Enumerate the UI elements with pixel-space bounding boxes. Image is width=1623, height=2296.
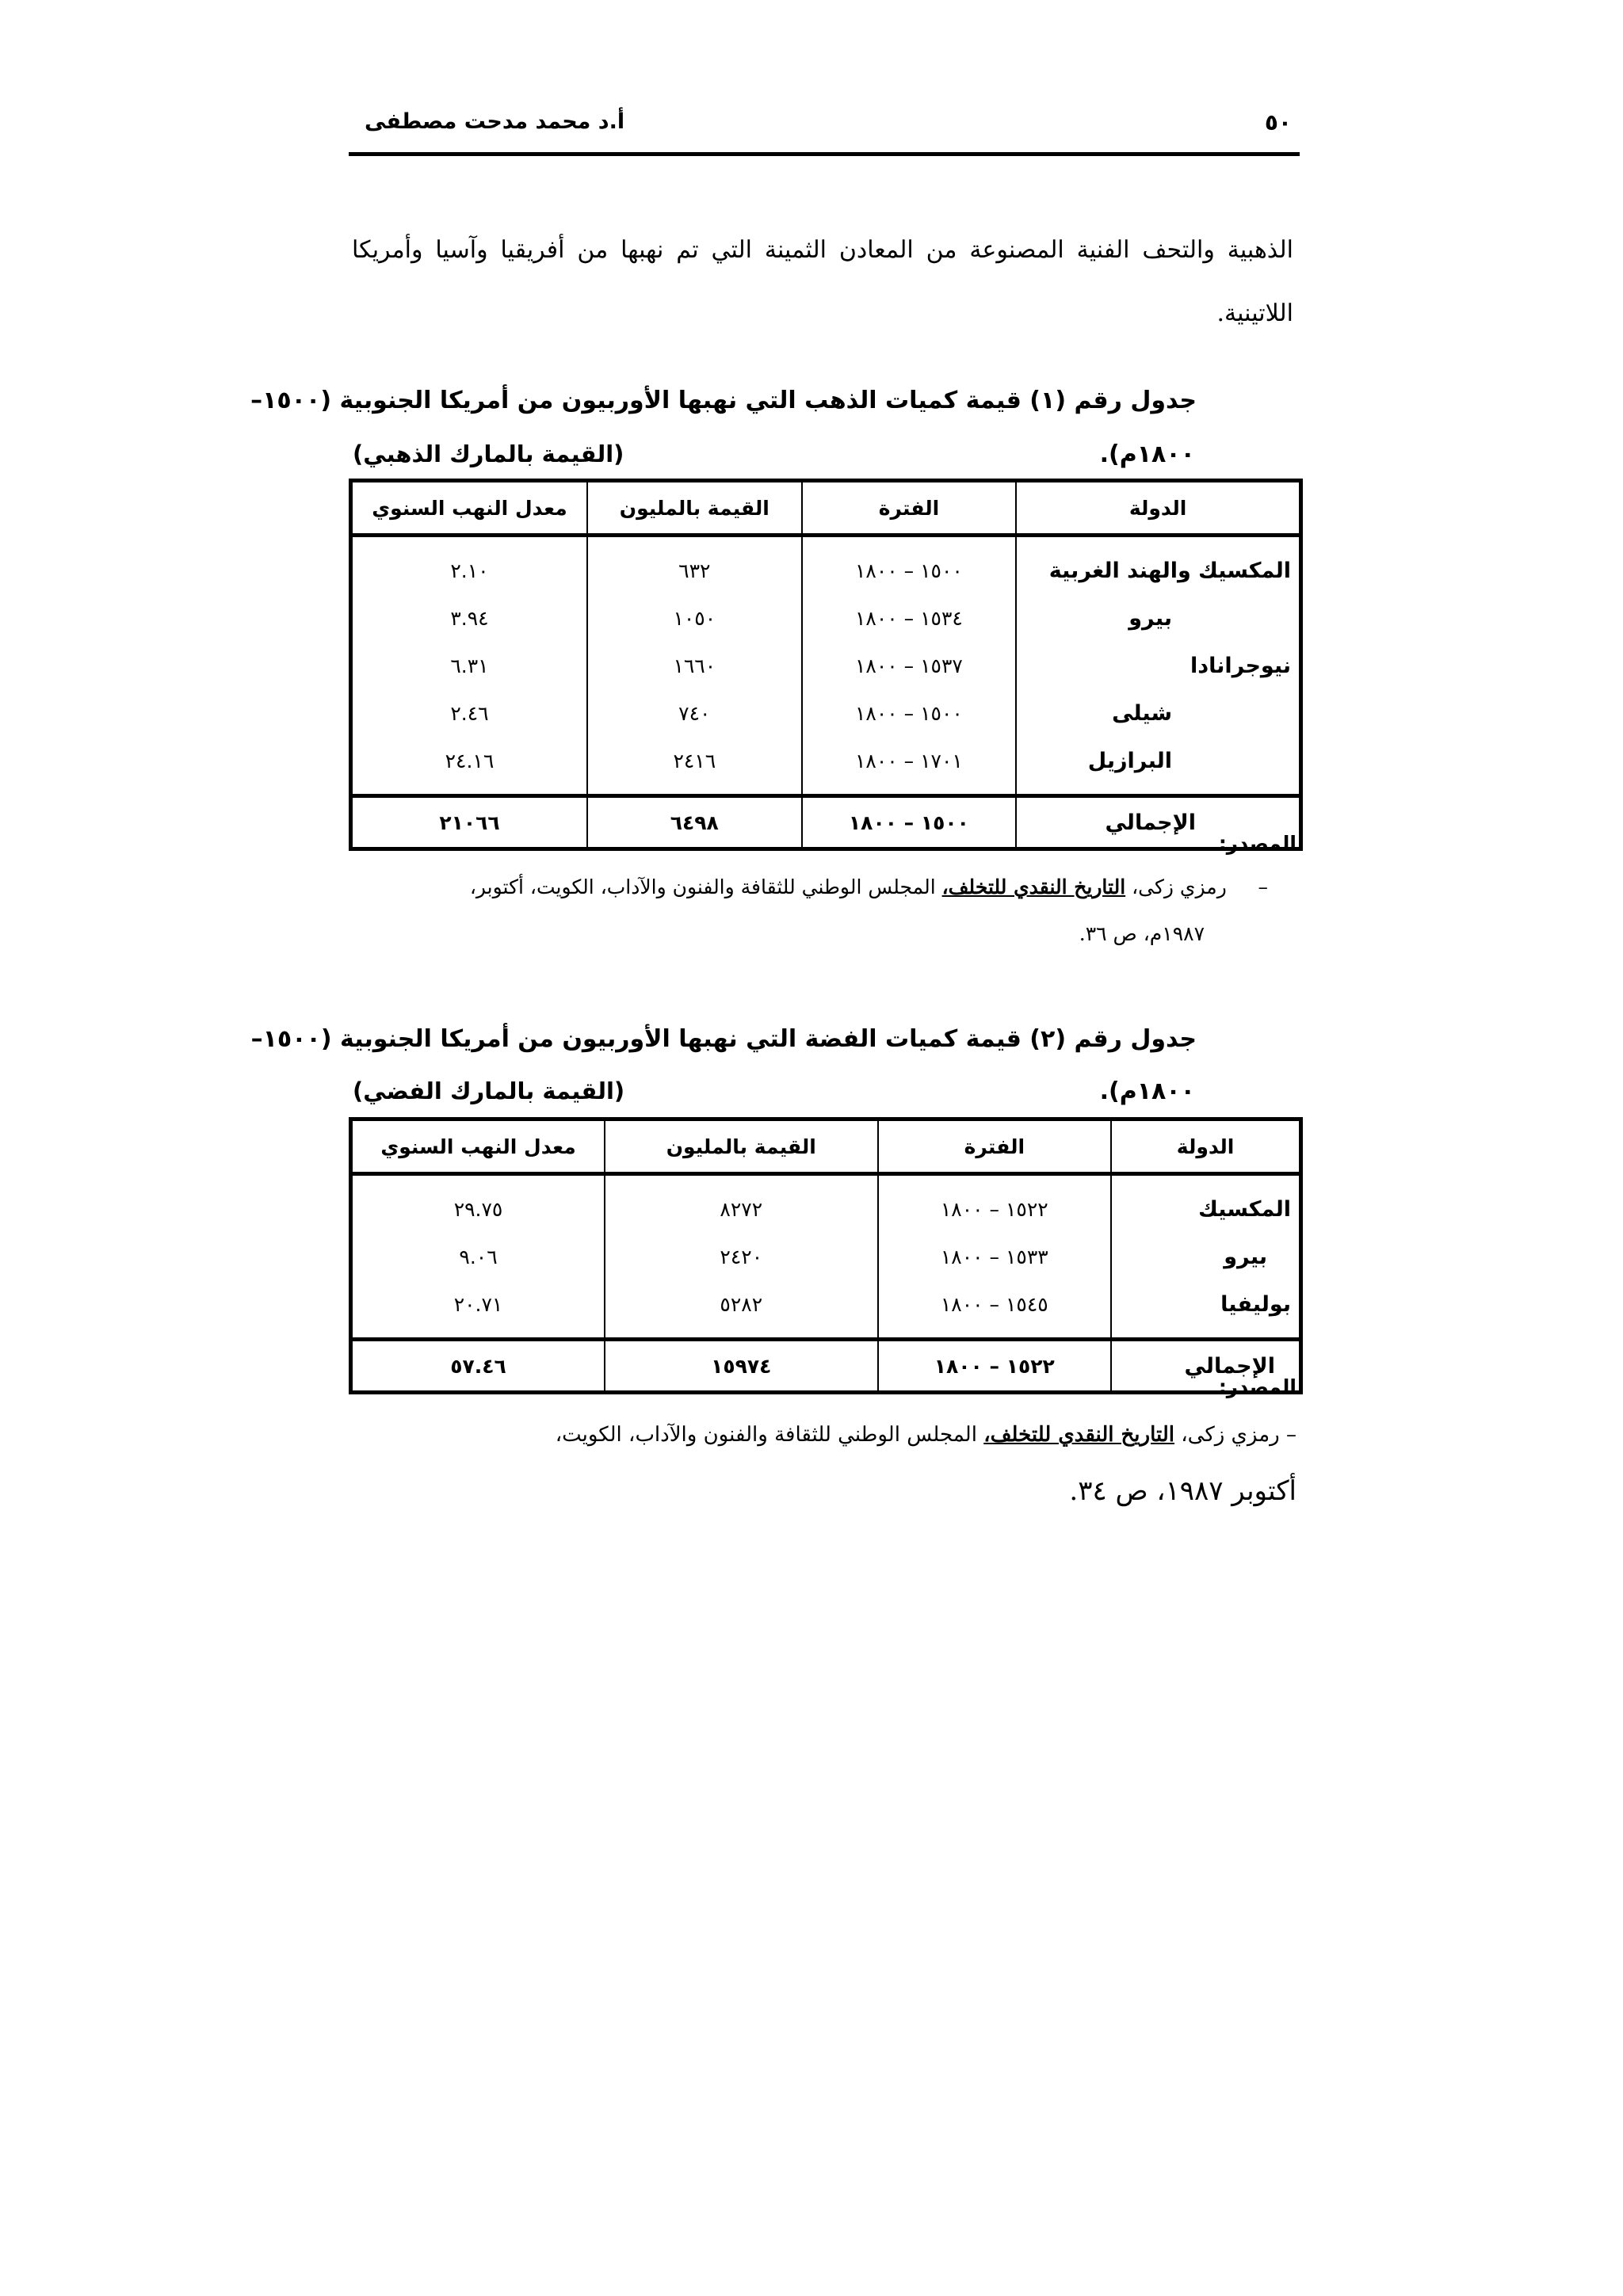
table1-cell-value: ١٠٥٠ xyxy=(587,594,802,642)
table2-source-label: المصدر: xyxy=(1218,1375,1296,1398)
table1-cell-country: بيرو xyxy=(1016,594,1300,642)
table1-source-author: رمزي زكى، xyxy=(1132,875,1227,898)
table1-cell-period: ١٥٣٧ – ١٨٠٠ xyxy=(802,642,1017,689)
table1-cell-period: ١٥٠٠ – ١٨٠٠ xyxy=(802,536,1017,595)
table2-cell-country: بيرو xyxy=(1111,1233,1300,1280)
table2-caption-line1: جدول رقم (٢) قيمة كميات الفضة التي نهبها الأوربيون من أمريكا الجنوبية (١٥٠٠– xyxy=(250,1025,1197,1053)
table1 xyxy=(349,479,1303,851)
table2-source-publisher: المجلس الوطني للثقافة والفنون والآداب، الكويت، xyxy=(555,1423,977,1447)
table1-total-label: الإجمالي xyxy=(1016,796,1300,849)
table2-row xyxy=(351,1280,1301,1340)
table2-cell-country: المكسيك xyxy=(1111,1174,1300,1234)
intro-paragraph: الذهبية والتحف الفنية المصنوعة من المعادن الثمينة التي تم نهبها من أفريقيا وآسيا وأمريكا اللاتينية. xyxy=(352,236,1293,327)
table1-cell-country: المكسيك والهند الغربية xyxy=(1016,536,1300,595)
table1-total-row xyxy=(351,796,1301,849)
table1-unit: (القيمة بالمارك الذهبي) xyxy=(353,441,624,467)
table2-cell-value: ٢٤٢٠ xyxy=(605,1233,877,1280)
table1-row xyxy=(351,689,1301,737)
table1-cell-period: ١٥٠٠ – ١٨٠٠ xyxy=(802,689,1017,737)
table1-cell-value: ٧٤٠ xyxy=(587,689,802,737)
table1-total-period: ١٥٠٠ – ١٨٠٠ xyxy=(802,796,1017,849)
table1-header-country: الدولة xyxy=(1016,481,1300,536)
table1-source-title: التاريخ النقدي للتخلف، xyxy=(941,875,1126,898)
table1-cell-value: ٦٣٢ xyxy=(587,536,802,595)
table2-header-period: الفترة xyxy=(878,1119,1112,1174)
table1-header-row xyxy=(351,481,1301,536)
table2-header-value: القيمة بالمليون xyxy=(605,1119,877,1174)
table2-cell-period: ١٥٣٣ – ١٨٠٠ xyxy=(878,1233,1112,1280)
table1-source-publisher: المجلس الوطني للثقافة والفنون والآداب، الكويت، أكتوبر، xyxy=(469,875,936,898)
table2-total-label: الإجمالي xyxy=(1111,1340,1300,1393)
table2-row xyxy=(351,1233,1301,1280)
table1-row xyxy=(351,536,1301,595)
table1-header-period: الفترة xyxy=(802,481,1017,536)
table1-cell-period: ١٥٣٤ – ١٨٠٠ xyxy=(802,594,1017,642)
table1-header-rate: معدل النهب السنوي xyxy=(351,481,587,536)
table2 xyxy=(349,1117,1303,1394)
table2-cell-rate: ٢٩.٧٥ xyxy=(453,1197,503,1221)
table1-cell-rate: ٦.٣١ xyxy=(450,654,489,677)
table1-source-dash: – xyxy=(1258,875,1268,898)
table1-row xyxy=(351,594,1301,642)
page-header xyxy=(349,105,1300,156)
table2-cell-rate: ٢٠.٧١ xyxy=(453,1292,503,1316)
table2-total-rate: ٥٧.٤٦ xyxy=(351,1340,605,1393)
table2-total-period: ١٥٢٢ – ١٨٠٠ xyxy=(878,1340,1112,1393)
table1-cell-rate: ٢.٤٦ xyxy=(450,701,489,725)
table2-total-row xyxy=(351,1340,1301,1393)
table1-row xyxy=(351,642,1301,689)
table2-header-country: الدولة xyxy=(1111,1119,1300,1174)
document-page xyxy=(250,0,1300,2296)
table1-cell-rate: ٢.١٠ xyxy=(450,559,489,582)
table2-row xyxy=(351,1174,1301,1234)
table1-caption-line1: جدول رقم (١) قيمة كميات الذهب التي نهبها الأوربيون من أمريكا الجنوبية (١٥٠٠– xyxy=(250,387,1197,414)
page-number: ٥٠ xyxy=(1264,109,1292,135)
table2-cell-value: ٨٢٧٢ xyxy=(605,1174,877,1234)
table2-source-citation xyxy=(556,1423,1296,1447)
table2-caption-line2: ١٨٠٠م). xyxy=(1099,1077,1195,1105)
table1-source-citation xyxy=(470,875,1268,898)
table1-source-line2: ١٩٨٧م، ص ٣٦. xyxy=(1079,922,1205,945)
table1-total-rate: ٢١٠٦٦ xyxy=(351,796,587,849)
table2-unit: (القيمة بالمارك الفضي) xyxy=(353,1077,625,1104)
table2-header-row xyxy=(351,1119,1301,1174)
table2-total-value: ١٥٩٧٤ xyxy=(605,1340,877,1393)
table1-cell-country: البرازيل xyxy=(1016,737,1300,796)
table1-header-value: القيمة بالمليون xyxy=(587,481,802,536)
table2-source-line2: أكتوبر ١٩٨٧، ص ٣٤. xyxy=(1069,1475,1296,1507)
table1-cell-country: نيوجرانادا xyxy=(1016,642,1300,689)
table1-cell-rate: ٣.٩٤ xyxy=(450,606,489,630)
table1-source-label: المصدر: xyxy=(1218,832,1296,855)
table1-cell-country: شيلى xyxy=(1016,689,1300,737)
table1-total-value: ٦٤٩٨ xyxy=(587,796,802,849)
table1-cell-rate: ٢٤.١٦ xyxy=(445,749,495,772)
table2-cell-value: ٥٢٨٢ xyxy=(605,1280,877,1340)
table1-cell-period: ١٧٠١ – ١٨٠٠ xyxy=(802,737,1017,796)
table2-source-author: رمزي زكى، xyxy=(1181,1423,1280,1447)
table2-header-rate: معدل النهب السنوي xyxy=(351,1119,605,1174)
table1-cell-value: ١٦٦٠ xyxy=(587,642,802,689)
table2-cell-country: بوليفيا xyxy=(1111,1280,1300,1340)
author-name: أ.د محمد مدحت مصطفى xyxy=(365,109,625,134)
table1-cell-value: ٢٤١٦ xyxy=(587,737,802,796)
table2-source-title: التاريخ النقدي للتخلف، xyxy=(983,1423,1175,1447)
table2-source-dash: – xyxy=(1286,1423,1296,1447)
table2-cell-period: ١٥٤٥ – ١٨٠٠ xyxy=(878,1280,1112,1340)
table1-row xyxy=(351,737,1301,796)
table2-cell-period: ١٥٢٢ – ١٨٠٠ xyxy=(878,1174,1112,1234)
table1-caption-line2: ١٨٠٠م). xyxy=(1099,441,1195,468)
table2-cell-rate: ٩.٠٦ xyxy=(459,1245,498,1268)
